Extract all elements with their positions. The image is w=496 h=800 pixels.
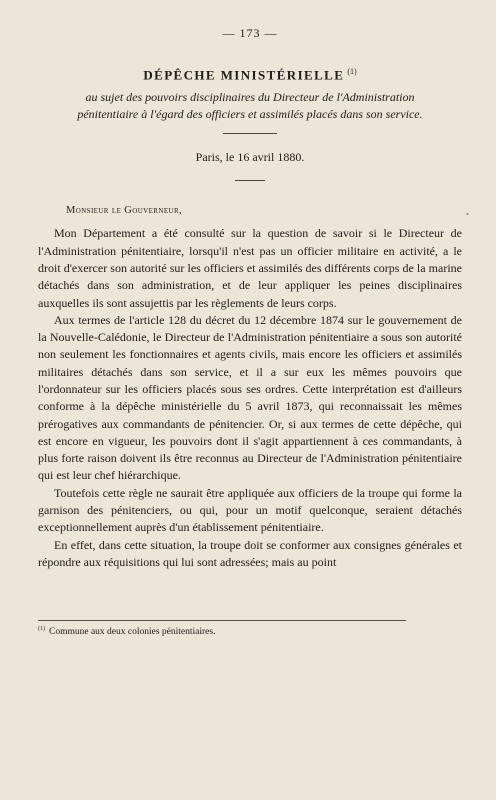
paragraph-4: En effet, dans cette situation, la troupe doit se conformer aux consignes générales et répondre aux réquisitions qui lui sont adressées; mais au point — [38, 537, 462, 569]
letter-body — [38, 225, 462, 571]
subtitle-line-1: au sujet des pouvoirs disciplinaires du Directeur de l'Administration — [85, 90, 415, 105]
salutation: Monsieur le Gouverneur, — [66, 205, 183, 217]
footnote-marker: (1) — [38, 626, 45, 632]
footnote-text: Commune aux deux colonies pénitentiaires. — [49, 627, 216, 638]
title-divider — [223, 133, 277, 134]
paragraph-2: Aux termes de l'article 128 du décret du 12 décembre 1874 sur le gouvernement de la Nouvelle-Calédonie, le Directeur de l'Administration pénitentiaire a sous son autorité non seulement les fonctionnaires et agents civils, mais encore les officiers et assimilés militaires détachés dans son service, et il a sur eux les mêmes pouvoirs que l'ordonnateur sur les officiers placés sous ses ordres. Cette interprétation est d'ailleurs conforme à la dépêche ministérielle du 5 avril 1873, qui reconnaissait les mêmes prérogatives aux commandants de pénitencier. Or, si aux termes de cette dépêche, qui est encore en vigueur, les pouvoirs dont il s'agit appartiennent à ces commandants, à plus forte raison doivent ils être reconnus au Directeur de l'Administration pénitentiaire qui est leur chef hiérarchique. — [38, 312, 462, 483]
footnote-divider — [38, 620, 406, 621]
paragraph-3: Toutefois cette règle ne saurait être appliquée aux officiers de la troupe qui forme la garnison des pénitenciers, ou qui, pour un motif quelconque, seraient détachés exceptionnellement auprès d'un établissement pénitentiaire. — [38, 485, 462, 535]
date-divider — [235, 180, 265, 181]
title-note-ref: (1) — [347, 67, 357, 76]
paragraph-1: Mon Département a été consulté sur la question de savoir si le Directeur de l'Administration pénitentiaire, lorsqu'il n'est pas un officier militaire en activité, a le droit d'exercer son autorité sur les officiers et assimilés des différents corps de la marine détachés dans son administration, et de leur appliquer les peines disciplinaires auxquelles ils sont assujettis par les règlements de leurs corps. — [38, 226, 462, 310]
dateline: Paris, le 16 avril 1880. — [195, 150, 305, 165]
footnote — [38, 626, 215, 637]
margin-dot: • — [466, 210, 469, 219]
subtitle-line-2: pénitentiaire à l'égard des officiers et assimilés placés dans son service. — [77, 107, 423, 122]
title-text: DÉPÊCHE MINISTÉRIELLE — [143, 67, 345, 83]
page-number: — 173 — — [222, 26, 278, 40]
document-title — [38, 67, 462, 83]
document-subtitle — [38, 89, 462, 123]
